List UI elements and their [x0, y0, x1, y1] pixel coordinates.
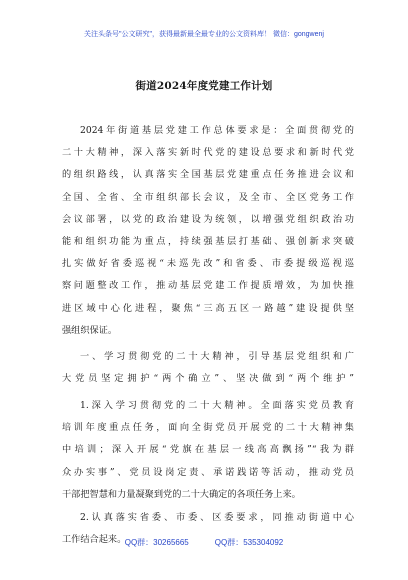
- footer-contact: [0, 537, 408, 548]
- paragraph-intro: [62, 120, 354, 342]
- text-line: 进区域中心化进程，聚焦“三高五区一路越”建设提供坚: [62, 302, 354, 314]
- footer-qq-group-1: QQ群：30265665: [124, 538, 189, 547]
- text-line: 大党员坚定拥护“两个确立”、坚决做到“两个维护”: [62, 373, 354, 384]
- document-title: 街道2024年度党建工作计划: [135, 80, 273, 92]
- section-heading-1: [62, 346, 354, 368]
- text-line: 1.深入学习贯彻党的二十大精神。全面落实党员教育: [80, 400, 354, 411]
- text-line: 工作结合起来。: [62, 534, 127, 546]
- text-line: 培训年度重点任务，面向全街党员开展党的二十大精神集: [62, 422, 354, 434]
- text-line: 干部把智慧和力量凝聚到党的二十大确定的各项任务上来。: [62, 488, 301, 500]
- text-line: 的组织路线，认真落实全国基层党建重点任务推进会议和: [62, 169, 354, 181]
- header-banner: 关注头条号"公文研究"，获得最新最全最专业的公文资料库！ 微信：gongwenj: [84, 31, 324, 38]
- text-line: 一、学习贯彻党的二十大精神，引导基层党组织和广: [80, 351, 354, 362]
- text-line: 众办实事”、党员设岗定责、承诺践诺等活动，推动党员: [62, 466, 354, 478]
- footer-qq-group-2: QQ群：535304092: [214, 538, 284, 547]
- text-line: 能和组织功能为重点，持续强基层打基础、强创新求突破: [62, 235, 354, 247]
- text-line: 扎实做好省委巡视“未巡先改”和省委、市委提级巡视巡: [62, 258, 354, 270]
- text-line: 二十大精神，深入落实新时代党的建设总要求和新时代党: [62, 147, 354, 159]
- text-line: 察问题整改工作，推动基层党建工作提质增效，为加快推: [62, 280, 354, 292]
- section-heading-1-cont: [62, 368, 354, 390]
- text-line: 全国、全省、全市组织部长会议，及全市、全区党务工作: [62, 191, 354, 203]
- paragraph-item-1: [62, 395, 354, 506]
- text-line: 会议部署，以党的政治建设为统领，以增强党组织政治功: [62, 213, 354, 225]
- text-line: 强组织保证。: [62, 324, 118, 336]
- text-line: 2024年街道基层党建工作总体要求是：全面贯彻党的: [80, 125, 354, 136]
- text-line: 中培训；深入开展“党旗在基层一线高高飘扬”“我为群: [62, 444, 354, 456]
- text-line: 2.认真落实省委、市委、区委要求，同推动街道中心: [80, 512, 354, 523]
